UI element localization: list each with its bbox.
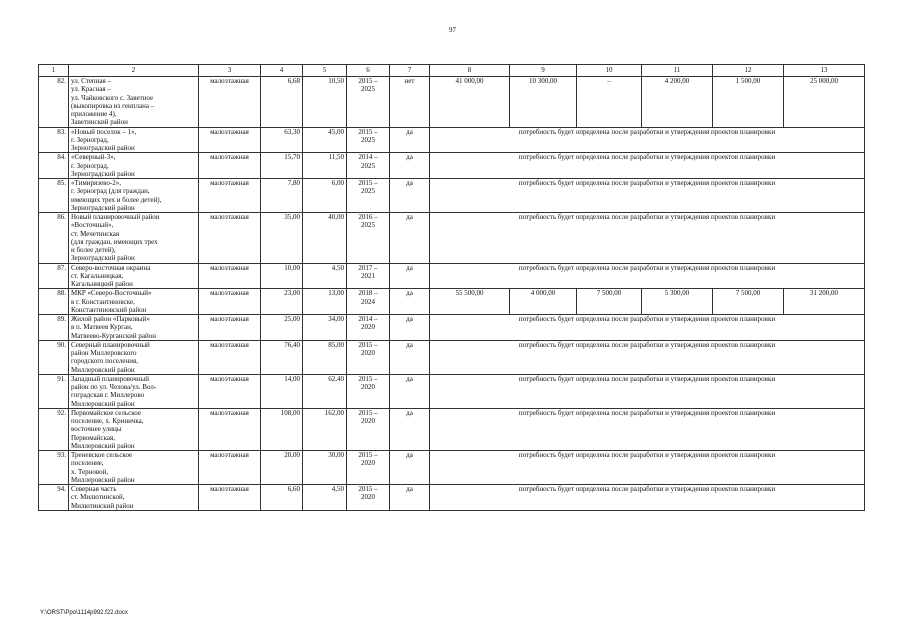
table-row (39, 340, 865, 374)
area-value: 35,00 (261, 213, 303, 264)
implementation-period (347, 179, 390, 213)
funding-note: потребность будет определена после разработки и утверждения проектов планировки (430, 263, 865, 289)
column-header: 1 (39, 65, 69, 77)
period-line: 2015 – (358, 485, 378, 493)
funding-note: потребность будет определена после разработки и утверждения проектов планировки (430, 408, 865, 450)
funding-note: потребность будет определена после разработки и утверждения проектов планировки (430, 451, 865, 485)
site-name-line: поселение, (71, 459, 104, 468)
column-header: 9 (510, 65, 577, 77)
area-value: 76,40 (261, 340, 303, 374)
site-name-line: Северная часть (71, 485, 117, 493)
period-line: 2015 – (358, 127, 378, 136)
table-row (39, 374, 865, 408)
project-status: да (390, 374, 430, 408)
implementation-period (347, 315, 390, 341)
building-type: малоэтажная (199, 213, 261, 264)
site-name (69, 340, 199, 374)
funding-value: 7 500,00 (713, 289, 784, 315)
site-name-line: и более детей), (71, 246, 116, 254)
period-line: 2020 (361, 493, 375, 502)
site-name-line: Заветинский район (71, 118, 128, 127)
row-number: 91. (39, 374, 69, 408)
table-row (39, 213, 865, 264)
funding-value: 25 000,00 (784, 77, 865, 128)
housing-volume: 34,00 (303, 315, 347, 341)
period-line: 2015 – (358, 179, 378, 187)
row-number: 92. (39, 408, 69, 450)
row-number: 89. (39, 315, 69, 341)
period-line: 2025 (361, 221, 375, 230)
site-name-line: х. Терновой, (71, 467, 109, 476)
funding-note: потребность будет определена после разработки и утверждения проектов планировки (430, 179, 865, 213)
file-path-footer: Y:\ORST\Ppo\1114p992.f22.docx (40, 610, 128, 616)
housing-volume: 85,00 (303, 340, 347, 374)
project-status: да (390, 213, 430, 264)
housing-volume: 10,50 (303, 77, 347, 128)
site-name-line: Западный планировочный (71, 374, 150, 383)
row-number: 85. (39, 179, 69, 213)
period-line: 2020 (361, 349, 375, 357)
building-type: малоэтажная (199, 127, 261, 153)
site-name (69, 213, 199, 264)
site-name-line: ул. Степная – (71, 77, 111, 85)
period-line: 2020 (361, 323, 375, 332)
site-name (69, 374, 199, 408)
project-status: да (390, 315, 430, 341)
funding-note: потребность будет определена после разработки и утверждения проектов планировки (430, 374, 865, 408)
site-name (69, 263, 199, 289)
column-header: 4 (261, 65, 303, 77)
period-line: 2025 (361, 135, 375, 144)
site-name-line: Зерноградский район (71, 203, 135, 212)
period-line: 2024 (361, 297, 375, 306)
site-name-line: Зерноградский район (71, 144, 135, 152)
period-line: 2015 – (358, 77, 378, 85)
table-row (39, 127, 865, 153)
site-name-line: поселение, х. Криничка, (71, 417, 144, 425)
implementation-period (347, 263, 390, 289)
column-header: 2 (69, 65, 199, 77)
site-name-line: (выкопировка из генплана – (71, 101, 155, 110)
site-name (69, 153, 199, 179)
site-name-line: Первомайское сельское (71, 408, 141, 417)
site-name-line: Зерноградский район (71, 169, 135, 178)
site-name (69, 485, 199, 511)
site-name-line: Миллеровский район (71, 399, 135, 408)
site-name-line: г. Зерноград, (71, 135, 109, 144)
building-type: малоэтажная (199, 179, 261, 213)
implementation-period (347, 485, 390, 511)
funding-note: потребность будет определена после разработки и утверждения проектов планировки (430, 213, 865, 264)
implementation-period (347, 153, 390, 179)
implementation-period (347, 340, 390, 374)
area-value: 15,70 (261, 153, 303, 179)
building-type: малоэтажная (199, 263, 261, 289)
period-line: 2018 – (358, 289, 378, 298)
period-line: 2017 – (358, 263, 378, 272)
site-name-line: ст. Кагальницкая, (71, 271, 124, 280)
implementation-period (347, 451, 390, 485)
housing-volume: 4,50 (303, 485, 347, 511)
site-name-line: «Восточный», (71, 221, 114, 230)
column-header: 11 (642, 65, 713, 77)
building-type: малоэтажная (199, 315, 261, 341)
site-name-line: район по ул. Чехова/ул. Вол- (71, 383, 157, 391)
implementation-period (347, 408, 390, 450)
period-line: 2015 – (358, 408, 378, 417)
site-name-line: Матвеево-Курганский район (71, 331, 156, 340)
building-type: малоэтажная (199, 485, 261, 511)
column-header: 8 (430, 65, 510, 77)
site-name-line: г. Зерноград, (71, 161, 109, 170)
project-status: да (390, 127, 430, 153)
site-name-line: в г. Константиновске, (71, 297, 135, 306)
period-line: 2015 – (358, 340, 378, 349)
period-line: 2025 (361, 85, 375, 94)
site-name-line: МКР «Северо-Восточный» (71, 289, 152, 298)
funding-note: потребность будет определена после разработки и утверждения проектов планировки (430, 153, 865, 179)
row-number: 84. (39, 153, 69, 179)
site-name (69, 451, 199, 485)
housing-volume: 45,00 (303, 127, 347, 153)
table-body (39, 77, 865, 511)
site-name-line: «Тимирязево-2», (71, 179, 121, 187)
period-line: 2025 (361, 187, 375, 196)
period-line: 2014 – (358, 315, 378, 323)
site-name-line: Северо-восточная окраина (71, 263, 151, 272)
building-type: малоэтажная (199, 408, 261, 450)
site-name-line: Милютинский район (71, 501, 134, 510)
site-name-line: Новый планировочный район (71, 213, 160, 221)
site-name-line: ул. Чайковского с. Заветное (71, 93, 154, 102)
funding-value: 4 000,00 (510, 289, 577, 315)
project-status: да (390, 408, 430, 450)
funding-note: потребность будет определена после разработки и утверждения проектов планировки (430, 485, 865, 511)
implementation-period (347, 374, 390, 408)
site-name-line: восточнее улицы (71, 425, 122, 434)
page-number: 97 (449, 26, 456, 34)
site-name-line: район Миллеровского (71, 349, 137, 357)
row-number: 88. (39, 289, 69, 315)
site-name-line: Кагальницкий район (71, 280, 133, 288)
period-line: 2025 (361, 161, 375, 170)
site-name-line: гоградская г. Миллерово (71, 391, 145, 400)
period-line: 2020 (361, 417, 375, 425)
period-line: 2015 – (358, 451, 378, 459)
area-value: 6,68 (261, 77, 303, 128)
project-status: да (390, 340, 430, 374)
row-number: 90. (39, 340, 69, 374)
building-type: малоэтажная (199, 451, 261, 485)
site-name-line: городского поселения, (71, 357, 138, 366)
implementation-period (347, 77, 390, 128)
period-line: 2021 (361, 271, 375, 280)
period-line: 2016 – (358, 213, 378, 221)
site-name-line: Зерноградский район (71, 254, 135, 263)
site-name-line: (для граждан, имеющих трех (71, 237, 158, 246)
site-name (69, 289, 199, 315)
area-value: 10,00 (261, 263, 303, 289)
site-name-line: Миллеровский район (71, 475, 135, 484)
site-name-line: Жилой район «Парковый» (71, 315, 150, 323)
site-name (69, 179, 199, 213)
funding-value: 55 500,00 (430, 289, 510, 315)
implementation-period (347, 213, 390, 264)
project-status: да (390, 451, 430, 485)
implementation-period (347, 127, 390, 153)
funding-value: 5 300,00 (642, 289, 713, 315)
housing-volume: 40,00 (303, 213, 347, 264)
site-name (69, 315, 199, 341)
project-status: да (390, 485, 430, 511)
column-header: 3 (199, 65, 261, 77)
period-line: 2015 – (358, 374, 378, 383)
site-name-line: Треневское сельское (71, 451, 133, 459)
project-status: да (390, 263, 430, 289)
row-number: 86. (39, 213, 69, 264)
row-number: 93. (39, 451, 69, 485)
column-header: 7 (390, 65, 430, 77)
building-type: малоэтажная (199, 374, 261, 408)
column-header: 13 (784, 65, 865, 77)
site-name-line: «Северный-3», (71, 153, 116, 162)
site-name-line: ст. Мечетинская (71, 229, 120, 238)
housing-volume: 62,40 (303, 374, 347, 408)
housing-volume: 162,00 (303, 408, 347, 450)
table-row (39, 315, 865, 341)
funding-value: 1 500,00 (713, 77, 784, 128)
column-header: 10 (577, 65, 642, 77)
row-number: 83. (39, 127, 69, 153)
column-header: 12 (713, 65, 784, 77)
area-value: 20,00 (261, 451, 303, 485)
table-row (39, 179, 865, 213)
funding-value: 10 300,00 (510, 77, 577, 128)
period-line: 2020 (361, 459, 375, 468)
area-value: 63,30 (261, 127, 303, 153)
area-value: 14,00 (261, 374, 303, 408)
funding-value: – (577, 77, 642, 128)
column-number-row (39, 65, 865, 77)
housing-volume: 4,50 (303, 263, 347, 289)
housing-projects-table (38, 64, 865, 511)
housing-volume: 6,00 (303, 179, 347, 213)
project-status: да (390, 153, 430, 179)
area-value: 108,00 (261, 408, 303, 450)
table-row (39, 451, 865, 485)
building-type: малоэтажная (199, 289, 261, 315)
site-name-line: Константиновский район (71, 305, 147, 314)
row-number: 82. (39, 77, 69, 128)
housing-volume: 13,00 (303, 289, 347, 315)
funding-value: 7 500,00 (577, 289, 642, 315)
funding-note: потребность будет определена после разработки и утверждения проектов планировки (430, 340, 865, 374)
funding-note: потребность будет определена после разработки и утверждения проектов планировки (430, 127, 865, 153)
site-name-line: в п. Матвеев Курган, (71, 323, 133, 332)
site-name-line: Северный планировочный (71, 340, 150, 349)
area-value: 6,60 (261, 485, 303, 511)
project-status: да (390, 179, 430, 213)
area-value: 23,00 (261, 289, 303, 315)
housing-volume: 11,50 (303, 153, 347, 179)
area-value: 25,00 (261, 315, 303, 341)
site-name-line: приложение 4), (71, 110, 117, 118)
column-header: 6 (347, 65, 390, 77)
funding-value: 31 200,00 (784, 289, 865, 315)
site-name-line: имеющих трех и более детей), (71, 195, 162, 204)
row-number: 87. (39, 263, 69, 289)
table-row (39, 263, 865, 289)
project-status: нет (390, 77, 430, 128)
site-name-line: г. Зерноград (для граждан, (71, 187, 150, 196)
building-type: малоэтажная (199, 153, 261, 179)
funding-value: 41 000,00 (430, 77, 510, 128)
table-row (39, 408, 865, 450)
row-number: 94. (39, 485, 69, 511)
site-name (69, 408, 199, 450)
site-name-line: ст. Милютинской, (71, 493, 125, 502)
site-name-line: Первомайская, (71, 433, 115, 442)
funding-value: 4 200,00 (642, 77, 713, 128)
funding-note: потребность будет определена после разработки и утверждения проектов планировки (430, 315, 865, 341)
site-name-line: Миллеровский район (71, 365, 135, 374)
building-type: малоэтажная (199, 77, 261, 128)
table-row (39, 153, 865, 179)
column-header: 5 (303, 65, 347, 77)
site-name (69, 77, 199, 128)
site-name-line: ул. Красная – (71, 85, 111, 94)
project-status: да (390, 289, 430, 315)
table-row (39, 77, 865, 128)
period-line: 2014 – (358, 153, 378, 162)
site-name-line: Миллеровский район (71, 441, 135, 450)
table-row (39, 289, 865, 315)
building-type: малоэтажная (199, 340, 261, 374)
table-row (39, 485, 865, 511)
area-value: 7,80 (261, 179, 303, 213)
site-name-line: «Новый поселок – 1», (71, 127, 137, 136)
implementation-period (347, 289, 390, 315)
site-name (69, 127, 199, 153)
housing-volume: 30,00 (303, 451, 347, 485)
period-line: 2020 (361, 383, 375, 391)
